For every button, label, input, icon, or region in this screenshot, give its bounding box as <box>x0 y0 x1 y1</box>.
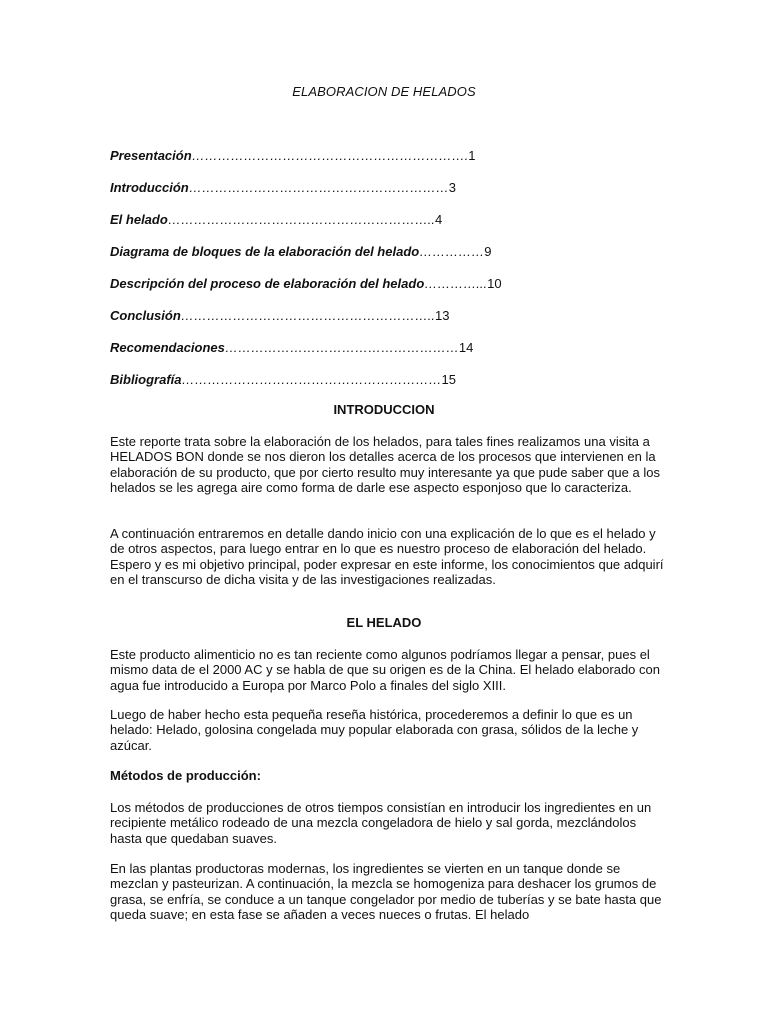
toc-label: Introducción <box>110 180 189 195</box>
toc-leader-dots: …………………………………………………… <box>181 372 442 387</box>
el-helado-paragraph-1: Este producto alimenticio no es tan reciente como algunos podríamos llegar a pensar, pues el mismo data de el 2000 AC y se habla de que su origen es de la China. El helado elaborado con agua fue introducido a Europa por Marco Polo a finales del siglo XIII. <box>110 647 660 693</box>
toc-page-number: 1 <box>468 148 476 163</box>
el-helado-paragraph-2: Luego de haber hecho esta pequeña reseña histórica, procederemos a definir lo que es un helado: Helado, golosina congelada muy popular elaborada con grasa, sólidos de la leche y azúcar. <box>110 707 639 753</box>
toc-leader-dots: …………... <box>424 276 488 291</box>
metodos-paragraph-2: En las plantas productoras modernas, los ingredientes se vierten en un tanque donde se mezclan y pasteurizan. A continuación, la mezcla se homogeniza para deshacer los grumos de grasa, se enfría, se conduce a un tanque congelador por medio de tuberías y se bate hasta que queda suave; en esta fase se añaden a veces nueces o frutas. El helado <box>110 861 662 923</box>
toc-item-recomendaciones[interactable] <box>110 340 473 355</box>
toc-label: Descripción del proceso de elaboración del helado <box>110 276 425 291</box>
toc-item-bibliografia[interactable] <box>110 372 456 387</box>
toc-leader-dots: …………………………………………………….. <box>167 212 436 227</box>
toc-item-conclusion[interactable] <box>110 308 449 323</box>
toc-item-descripcion[interactable] <box>110 276 502 291</box>
toc-leader-dots: ……………………………………………… <box>224 340 459 355</box>
toc-leader-dots: ………………………………………………………. <box>191 148 469 163</box>
toc-label: Recomendaciones <box>110 340 225 355</box>
el-helado-heading: EL HELADO <box>346 615 422 630</box>
toc-item-el-helado[interactable] <box>110 212 442 227</box>
toc-label: Bibliografía <box>110 372 182 387</box>
toc-item-diagrama[interactable] <box>110 244 491 259</box>
toc-label: El helado <box>110 212 168 227</box>
introduccion-paragraph-1: Este reporte trata sobre la elaboración de los helados, para tales fines realizamos una visita a HELADOS BON donde se nos dieron los detalles acerca de los procesos que intervienen en la elaboración de su producto, que por cierto resulto muy interesante ya que pude saber que a los helados se les agrega aire como forma de darle ese aspecto esponjoso que lo caracteriza. <box>110 434 660 496</box>
toc-leader-dots: …………………………………………………… <box>188 180 449 195</box>
toc-page-number: 13 <box>435 308 450 323</box>
introduccion-paragraph-2: A continuación entraremos en detalle dando inicio con una explicación de lo que es el helado y de otros aspectos, para luego entrar en lo que es nuestro proceso de elaboración del helado. Espero y es mi objetivo principal, poder expresar en este informe, los conocimientos que adquirí en el transcurso de dicha visita y de las investigaciones realizadas. <box>110 526 664 588</box>
toc-leader-dots: ………………………………………………….. <box>180 308 436 323</box>
toc-label: Conclusión <box>110 308 181 323</box>
toc-page-number: 15 <box>441 372 456 387</box>
toc-page-number: 3 <box>448 180 456 195</box>
toc-item-presentacion[interactable] <box>110 148 476 163</box>
introduccion-heading: INTRODUCCION <box>333 402 435 417</box>
toc-page-number: 10 <box>487 276 502 291</box>
toc-item-introduccion[interactable] <box>110 180 456 195</box>
toc-page-number: 14 <box>458 340 474 355</box>
metodos-heading: Métodos de producción: <box>110 768 261 783</box>
metodos-paragraph-1: Los métodos de producciones de otros tiempos consistían en introducir los ingredientes en un recipiente metálico rodeado de una mezcla congeladora de hielo y sal gorda, mezclándolos hasta que quedaban suaves. <box>110 800 652 846</box>
toc-page-number: 9 <box>484 244 492 259</box>
toc-label: Presentación <box>110 148 192 163</box>
toc-leader-dots: …………… <box>419 244 485 259</box>
document-title: ELABORACION DE HELADOS <box>292 84 476 99</box>
toc-label: Diagrama de bloques de la elaboración del helado <box>110 244 420 259</box>
toc-page-number: 4 <box>435 212 443 227</box>
